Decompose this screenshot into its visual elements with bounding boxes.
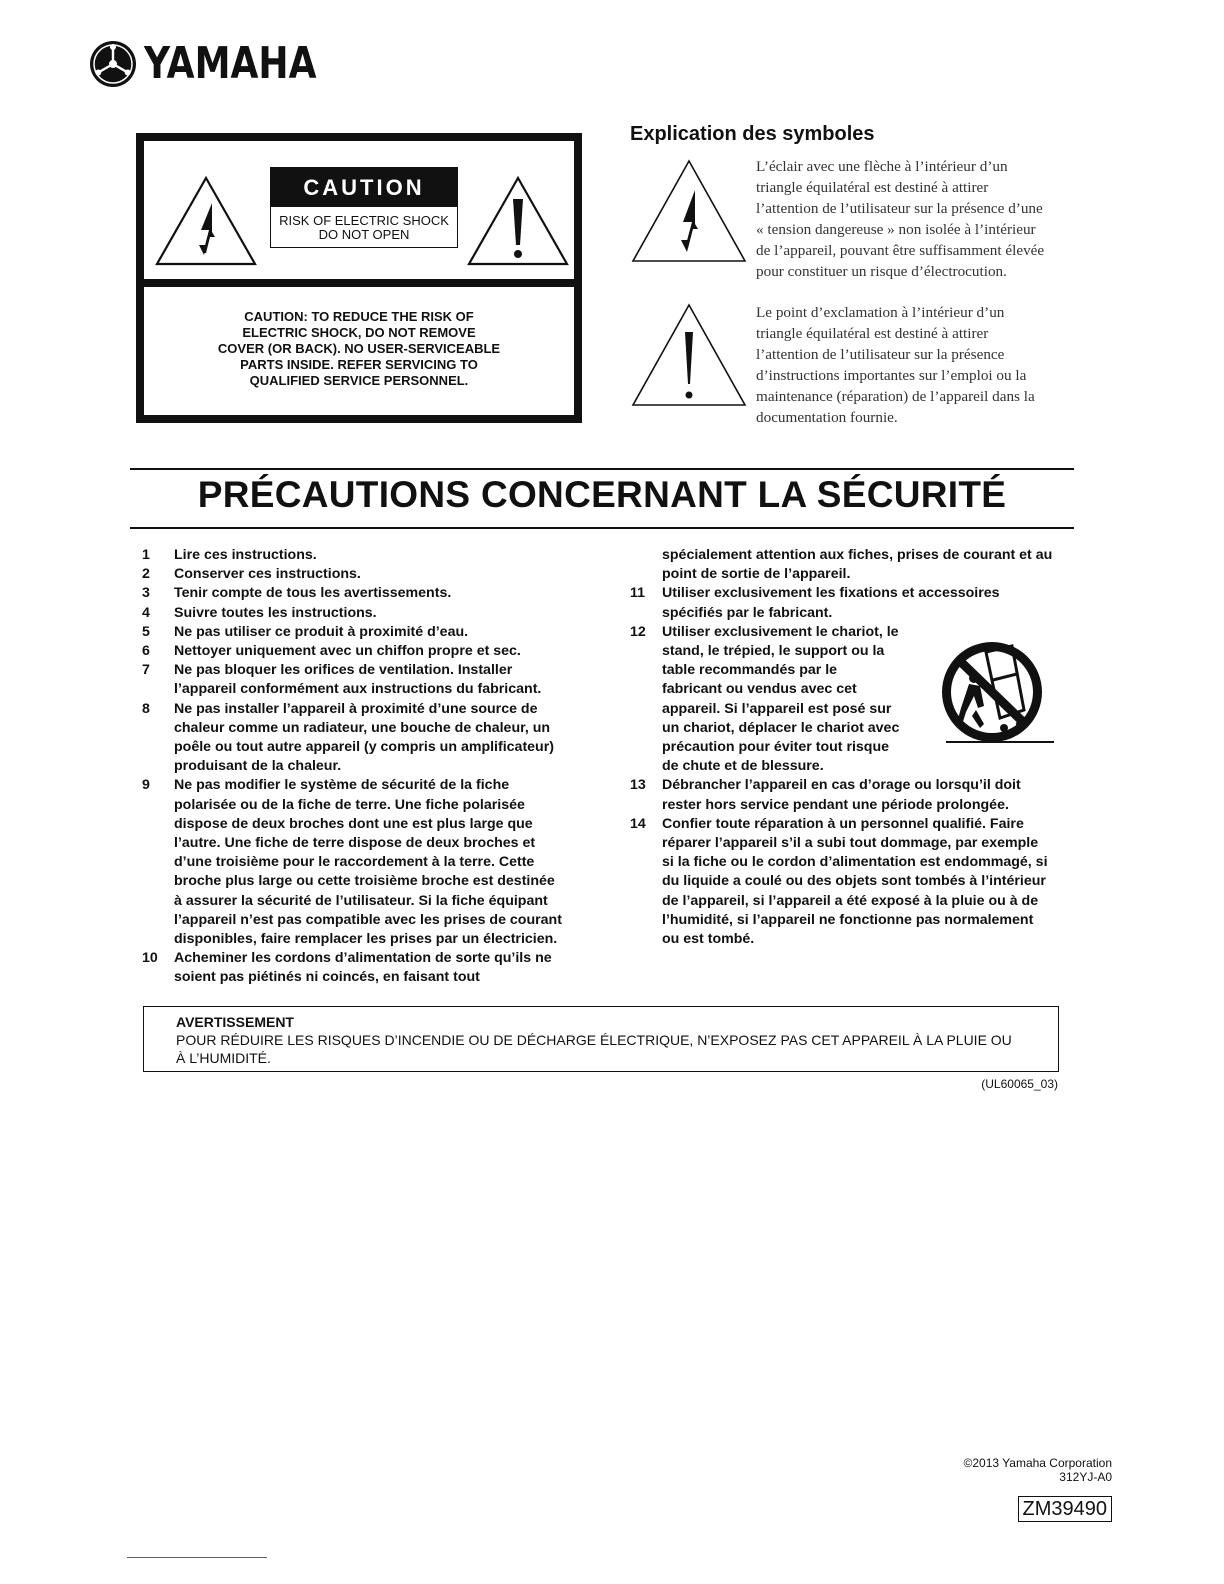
lightning-triangle-icon [630,158,748,264]
title-rule-top [130,468,1074,470]
instruction-line: précaution pour éviter tout risque [662,739,890,756]
instruction-number: 12 [630,623,646,640]
caution-warning-line: COVER (OR BACK). NO USER-SERVICEABLE [217,341,501,356]
instruction-line: réparer l’appareil s’il a subi tout dommage, par exemple [662,835,1039,852]
instruction-line: l’appareil conformément aux instructions du fabricant. [174,681,542,698]
lightning-line: de l’appareil, pouvant être suffisamment élevée [756,242,1045,259]
caution-panel [136,133,582,423]
lightning-line: l’attention de l’utilisateur sur la présence d’une [756,200,1043,217]
exclamation-warning-icon [466,175,570,267]
instruction-text [174,949,602,987]
instruction-line: broche plus large ou cette troisième broche est destinée [174,873,555,890]
lightning-line: triangle équilatéral est destiné à attirer [756,179,989,196]
tuning-fork-emblem-icon [88,39,138,89]
caution-label-sub [270,207,458,248]
instruction-text [174,546,602,565]
instruction-text [174,642,602,661]
yamaha-logo [88,38,354,89]
instruction-number: 6 [142,643,150,660]
instruction-line: Ne pas modifier le système de sécurité de la fiche [174,777,510,794]
brand-name: YAMAHA [144,38,317,89]
instruction-line: spécifiés par le fabricant. [662,604,833,621]
instruction-text [662,776,1080,814]
instruction-number: 3 [142,585,150,602]
instruction-text [174,623,602,642]
instruction-line: Nettoyer uniquement avec un chiffon propre et sec. [174,643,521,660]
safety-section-title: PRÉCAUTIONS CONCERNANT LA SÉCURITÉ [197,474,1007,515]
lightning-warning-icon [154,175,258,267]
instruction-number: 13 [630,777,646,794]
instruction-number [630,546,662,584]
instruction-item [630,546,1080,584]
instruction-line: spécialement attention aux fiches, prises de courant et au [662,547,1053,563]
instruction-line: à assurer la sécurité de l’utilisateur. Si la fiche équipant [174,892,548,909]
caution-label-line2: DO NOT OPEN [318,227,410,242]
caution-warning-line: PARTS INSIDE. REFER SERVICING TO [240,357,478,372]
instruction-item [630,815,1080,949]
exclamation-line: documentation fournie. [756,409,898,426]
title-rule-bottom [130,527,1074,529]
instruction-text [174,776,602,949]
instruction-line: Utiliser exclusivement le chariot, le [662,623,899,640]
exclamation-explanation [756,302,1076,428]
instruction-text [174,565,602,584]
warning-text-line: POUR RÉDUIRE LES RISQUES D’INCENDIE OU DE DÉCHARGE ÉLECTRIQUE, N’EXPOSEZ PAS CET APPAREIL À LA PLUIE OU [176,1032,1012,1048]
instruction-line: fabricant ou vendus avec cet [662,681,857,698]
instruction-line: l’autre. Une fiche de terre dispose de deux broches et [174,835,536,852]
zm-number: ZM39490 [1018,1496,1113,1522]
instruction-number: 11 [630,585,645,602]
exclamation-line: triangle équilatéral est destiné à attirer [756,325,989,342]
instruction-number: 2 [142,566,150,583]
instruction-line: soient pas piétinés ni coincés, en faisant tout [174,969,480,986]
instruction-item [142,949,602,987]
exclamation-line: l’attention de l’utilisateur sur la présence [756,346,1005,363]
left-instruction-list [142,546,602,988]
instruction-line: Ne pas installer l’appareil à proximité d’une source de [174,700,538,717]
document-reference: (UL60065_03) [981,1077,1058,1091]
copyright-block [964,1456,1113,1484]
instruction-line: poêle ou tout autre appareil (y compris un amplificateur) [174,739,554,756]
instruction-line: un chariot, déplacer le chariot avec [662,719,900,736]
instruction-line: polarisée ou de la fiche de terre. Une fiche polarisée [174,796,525,813]
product-code: 312YJ-A0 [1059,1470,1112,1484]
caution-warning-line: QUALIFIED SERVICE PERSONNEL. [249,373,469,388]
instruction-line: Lire ces instructions. [174,547,317,563]
instruction-line: point de sortie de l’appareil. [662,566,851,583]
instruction-number: 14 [630,815,646,832]
instruction-item [630,776,1080,814]
instruction-text [174,700,602,777]
instruction-line: Utiliser exclusivement les fixations et accessoires [662,585,1000,602]
instruction-text [662,584,1080,622]
instruction-line: d’une troisième pour le raccordement à la terre. Cette [174,854,535,871]
caution-label-title: CAUTION [270,167,458,207]
instruction-item [142,776,602,949]
instruction-line: Ne pas bloquer les orifices de ventilation. Installer [174,662,513,679]
instruction-item [142,623,602,642]
instruction-item [142,565,602,584]
footer-link-rule [127,1557,267,1558]
copyright-text: ©2013 Yamaha Corporation [963,1456,1112,1470]
instruction-line: dispose de deux broches dont une est plus large que [174,815,533,832]
instruction-line: appareil. Si l’appareil est posé sur [662,700,892,717]
cart-tip-over-warning-icon [936,632,1056,756]
instruction-line: si la fiche ou le cordon d’alimentation est endommagé, si [662,854,1048,871]
exclamation-line: Le point d’exclamation à l’intérieur d’un [756,304,1005,321]
caution-warning-line: ELECTRIC SHOCK, DO NOT REMOVE [242,325,476,340]
caution-label [270,167,458,248]
instruction-line: Acheminer les cordons d’alimentation de sorte qu’ils ne [174,950,552,967]
instruction-number: 8 [142,700,150,717]
instruction-text [662,546,1080,584]
instruction-line: table recommandés par le [662,662,838,679]
instruction-line: l’humidité, si l’appareil ne fonctionne pas normalement [662,911,1034,928]
instruction-line: rester hors service pendant une période prolongée. [662,796,1009,813]
instruction-line: disponibles, faire remplacer les prises par un électricien. [174,931,558,948]
warning-heading: AVERTISSEMENT [176,1014,294,1030]
instruction-item [142,546,602,565]
lightning-line: « tension dangereuse » non isolée à l’intérieur [756,221,1036,238]
instruction-text [662,815,1080,949]
instruction-text [174,584,602,603]
lightning-explanation [756,156,1076,282]
instruction-line: Confier toute réparation à un personnel qualifié. Faire [662,815,1024,832]
caution-warning-text [144,309,574,389]
instruction-number: 10 [142,950,158,967]
instruction-item [142,700,602,777]
instruction-line: Ne pas utiliser ce produit à proximité d’eau. [174,623,469,640]
instruction-line: produisant de la chaleur. [174,758,342,775]
exclamation-line: maintenance (réparation) de l’appareil dans la [756,388,1035,405]
warning-box [143,1006,1059,1072]
instruction-item [142,661,602,699]
instruction-line: l’appareil n’est pas compatible avec les prises de courant [174,911,562,928]
instruction-number: 1 [142,547,150,563]
instruction-number: 4 [142,604,150,621]
instruction-line: Débrancher l’appareil en cas d’orage ou lorsqu’il doit [662,777,1021,794]
symbols-title: Explication des symboles [630,123,875,145]
instruction-item [142,604,602,623]
instruction-line: Tenir compte de tous les avertissements. [174,585,452,602]
warning-text-line: À L’HUMIDITÉ. [176,1050,271,1066]
instruction-line: de l’appareil, si l’appareil a été exposé à la pluie ou à de [662,892,1039,909]
instruction-line: Suivre toutes les instructions. [174,604,377,621]
instruction-text [174,661,602,699]
caution-label-line1: RISK OF ELECTRIC SHOCK [279,213,449,228]
instruction-line: chaleur comme un radiateur, une bouche de chaleur, un [174,719,551,736]
instruction-number: 9 [142,777,150,794]
instruction-number: 7 [142,662,150,679]
lightning-line: L’éclair avec une flèche à l’intérieur d’un [756,158,1008,175]
lightning-line: pour constituer un risque d’électrocution. [756,263,1007,280]
caution-divider [144,279,574,287]
instruction-item [630,584,1080,622]
instruction-item [142,642,602,661]
exclamation-line: d’instructions importantes sur l’emploi ou la [756,367,1027,384]
instruction-item [142,584,602,603]
caution-warning-line: CAUTION: TO REDUCE THE RISK OF [244,309,474,324]
instruction-number: 5 [142,623,150,640]
instruction-line: ou est tombé. [662,931,755,948]
instruction-line: Conserver ces instructions. [174,566,361,583]
exclamation-triangle-icon [630,302,748,408]
instruction-line: de chute et de blessure. [662,758,824,775]
instruction-line: du liquide a coulé ou des objets sont tombés à l’intérieur [662,873,1046,890]
instruction-text [174,604,602,623]
instruction-line: stand, le trépied, le support ou la [662,643,885,660]
